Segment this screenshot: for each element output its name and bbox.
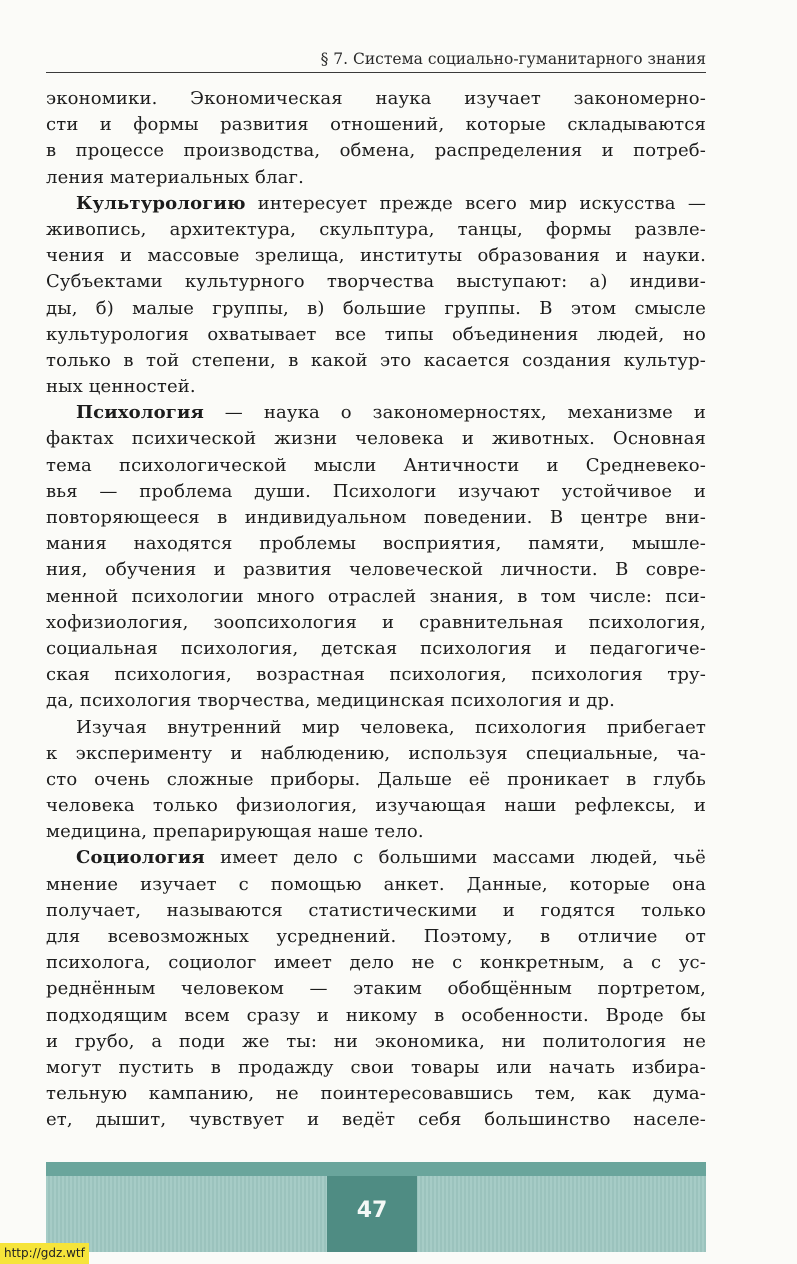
term-psychology: Психология	[76, 402, 204, 424]
text-line: мания находятся проблемы восприятия, памяти, мышле-	[46, 533, 706, 555]
text-line: человека только физиология, изучающая наши рефлексы, и	[46, 795, 706, 817]
text-line: Субъектами культурного творчества выступают: а) индиви-	[46, 271, 706, 293]
text-line: к эксперименту и наблюдению, используя специальные, ча-	[46, 742, 706, 764]
term-culturology: Культурологию	[76, 192, 246, 214]
text-line: реднённым человеком — этаким обобщённым портретом,	[46, 978, 706, 1000]
page-number: 47	[356, 1198, 388, 1223]
text-fragment: интересует прежде всего мир искусства —	[245, 192, 706, 214]
text-line: ления материальных благ.	[46, 166, 304, 188]
paragraph-psychology-first-line	[46, 400, 706, 426]
text-line: менной психологии много отраслей знания, в том числе: пси-	[46, 585, 706, 607]
text-line: чения и массовые зрелища, институты образования и науки.	[46, 245, 706, 267]
text-line: медицина, препарирующая наше тело.	[46, 821, 424, 843]
text-line: фактах психической жизни человека и животных. Основная	[46, 428, 706, 450]
text-line: ская психология, возрастная психология, психология тру-	[46, 664, 706, 686]
text-line: повторяющееся в индивидуальном поведении. В центре вни-	[46, 507, 706, 528]
text-line: подходящим всем сразу и никому в особенности. Вроде бы	[46, 1004, 706, 1026]
term-sociology: Социология	[76, 847, 205, 869]
paragraph-sociology-first-line	[46, 845, 706, 871]
text-line: ния, обучения и развития человеческой личности. В совре-	[46, 559, 706, 581]
paragraph-culturology-first-line	[46, 191, 706, 217]
text-line: тема психологической мысли Античности и Средневеко-	[46, 454, 706, 476]
text-line: ет, дышит, чувствует и ведёт себя большинство населе-	[46, 1109, 706, 1131]
footer-band-stripe	[46, 1162, 706, 1176]
text-line: живопись, архитектура, скульптура, танцы, формы развле-	[46, 218, 706, 240]
watermark-link[interactable]: http://gdz.wtf	[0, 1243, 89, 1264]
text-line: вья — проблема души. Психологи изучают устойчивое и	[46, 480, 706, 502]
text-line: тельную кампанию, не поинтересовавшись тем, как дума-	[46, 1083, 706, 1105]
text-line: и грубо, а поди же ты: ни экономика, ни политология не	[46, 1030, 706, 1052]
text-line: только в той степени, в какой это касается создания культур-	[46, 349, 706, 371]
text-line: психолога, социолог имеет дело не с конкретным, а с ус-	[46, 952, 706, 974]
text-line: экономики. Экономическая наука изучает закономерно-	[46, 88, 706, 109]
text-line: сто очень сложные приборы. Дальше её проникает в глубь	[46, 768, 706, 790]
text-line: ды, б) малые группы, в) большие группы. В этом смысле	[46, 297, 706, 319]
text-line: для всевозможных усреднений. Поэтому, в отличие от	[46, 926, 706, 947]
body-text	[46, 86, 706, 1134]
text-fragment: — наука о закономерностях, механизме и	[203, 402, 706, 424]
text-line: могут пустить в продажду свои товары или начать избира-	[46, 1056, 706, 1078]
text-fragment: имеет дело с большими массами людей, чьё	[204, 847, 706, 869]
running-header	[46, 46, 706, 73]
running-title: § 7. Система социально-гуманитарного знания	[320, 50, 706, 68]
text-line: хофизиология, зоопсихология и сравнительная психология,	[46, 611, 706, 633]
text-line: да, психология творчества, медицинская психология и др.	[46, 690, 616, 712]
text-line: в процессе производства, обмена, распределения и потреб-	[46, 140, 706, 162]
text-line: мнение изучает с помощью анкет. Данные, которые она	[46, 873, 706, 895]
paragraph-inner-world-first-line: Изучая внутренний мир человека, психология прибегает	[76, 716, 706, 738]
text-line: сти и формы развития отношений, которые складываются	[46, 114, 706, 136]
text-line: ных ценностей.	[46, 376, 196, 398]
text-line: культурология охватывает все типы объединения людей, но	[46, 323, 706, 345]
text-line: получает, называются статистическими и годятся только	[46, 899, 706, 921]
text-line: социальная психология, детская психология и педагогиче-	[46, 637, 706, 659]
